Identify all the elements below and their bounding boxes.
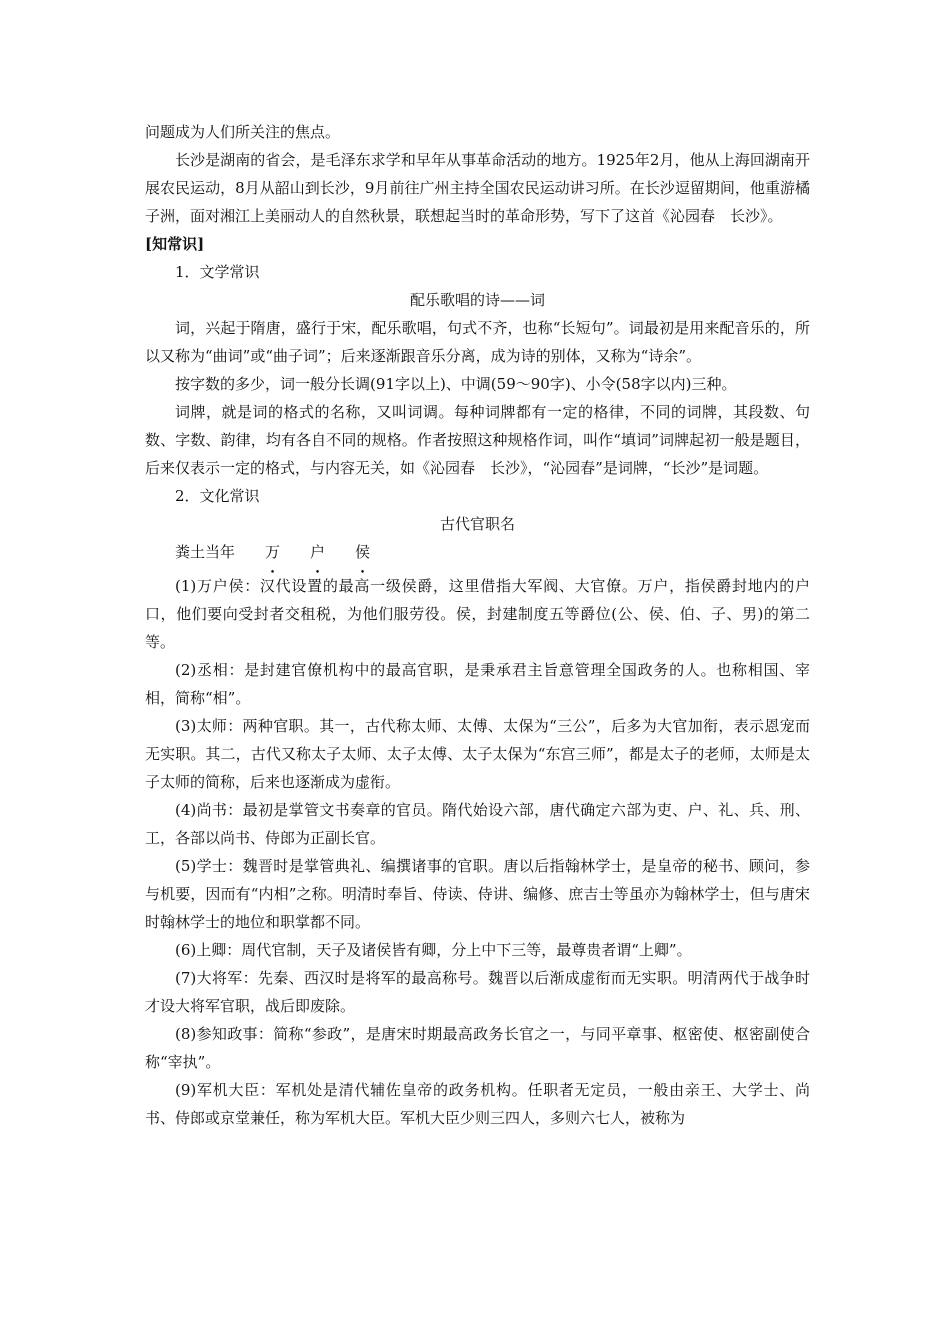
office-item-7: (7)大将军：先秦、西汉时是将军的最高称号。魏晋以后渐成虚衔而无实职。明清两代于战争时才设大将军官职，战后即废除。 (145, 969, 810, 1015)
quote-emph-char: 侯 (355, 543, 371, 561)
office-item-5: (5)学士：魏晋时是掌管典礼、编撰诸事的官职。唐以后指翰林学士，是皇帝的秘书、顾问，参与机要，因而有“内相”之称。明清时奉旨、侍读、侍讲、编修、庶吉士等虽亦为翰林学士，但与唐宋时翰林学士的地位和职掌都不同。 (145, 857, 810, 931)
culture-title: 古代官职名 (439, 515, 515, 533)
office-item-2: (2)丞相：是封建官僚机构中的最高官职，是秉承君主旨意管理全国政务的人。也称相国、宰相，简称“相”。 (145, 661, 810, 707)
culture-quote (145, 538, 810, 566)
office-item-4: (4)尚书：最初是掌管文书奏章的官员。隋代始设六部，唐代确定六部为吏、户、礼、兵、刑、工，各部以尚书、侍郎为正副长官。 (145, 801, 810, 847)
literature-paragraph-3: 词牌，就是词的格式的名称，又叫词调。每种词牌都有一定的格律，不同的词牌，其段数、句数、字数、韵律，均有各自不同的规格。作者按照这种规格作词，叫作“填词”词牌起初一般是题目，后来仅表示一定的格式，与内容无关，如《沁园春 长沙》，“沁园春”是词牌，“长沙”是词题。 (145, 403, 810, 477)
office-item-1: (1)万户侯：汉代设置的最高一级侯爵，这里借指大军阀、大官僚。万户，指侯爵封地内的户口，他们要向受封者交租税，为他们服劳役。侯，封建制度五等爵位(公、侯、伯、子、男)的第二等。 (145, 577, 810, 651)
office-item-3: (3)太师：两种官职。其一，古代称太师、太傅、太保为“三公”，后多为大官加衔，表示恩宠而无实职。其二，古代又称太子太师、太子太傅、太子太保为“东宫三师”，都是太子的老师，太师是太子太师的简称，后来也逐渐成为虚衔。 (145, 717, 810, 791)
literature-title: 配乐歌唱的诗——词 (409, 291, 545, 309)
literature-paragraph-1: 词，兴起于隋唐，盛行于宋，配乐歌唱，句式不齐，也称“长短句”。词最初是用来配音乐的，所以又称为“曲词”或“曲子词”；后来逐渐跟音乐分离，成为诗的别体，又称为“诗余”。 (145, 319, 810, 365)
intro-paragraph: 长沙是湖南的省会，是毛泽东求学和早年从事革命活动的地方。1925年2月，他从上海回湖南开展农民运动，8月从韶山到长沙，9月前往广州主持全国农民运动讲习所。在长沙逗留期间，他重游橘子洲，面对湘江上美丽动人的自然秋景，联想起当时的革命形势，写下了这首《沁园春 长沙》。 (145, 151, 810, 225)
office-item-8: (8)参知政事：简称“参政”，是唐宋时期最高政务长官之一，与同平章事、枢密使、枢密副使合称“宰执”。 (145, 1025, 810, 1071)
intro-continuation: 问题成为人们所关注的焦点。 (145, 123, 341, 141)
quote-emph-char: 万 (265, 543, 281, 561)
literature-heading: 1．文学常识 (175, 263, 260, 281)
quote-emph-char: 户 (310, 543, 326, 561)
literature-paragraph-2: 按字数的多少，词一般分长调(91字以上)、中调(59～90字)、小令(58字以内)三种。 (175, 375, 737, 393)
document-page (145, 118, 810, 1132)
culture-heading: 2．文化常识 (175, 487, 260, 505)
section-tag-knowledge: [知常识] (145, 235, 205, 253)
quote-prefix: 粪土当年 (175, 543, 236, 561)
office-item-9: (9)军机大臣：军机处是清代辅佐皇帝的政务机构。任职者无定员，一般由亲王、大学士、尚书、侍郎或京堂兼任，称为军机大臣。军机大臣少则三四人，多则六七人，被称为 (145, 1081, 810, 1127)
office-item-6: (6)上卿：周代官制，天子及诸侯皆有卿，分上中下三等，最尊贵者谓“上卿”。 (175, 941, 692, 959)
